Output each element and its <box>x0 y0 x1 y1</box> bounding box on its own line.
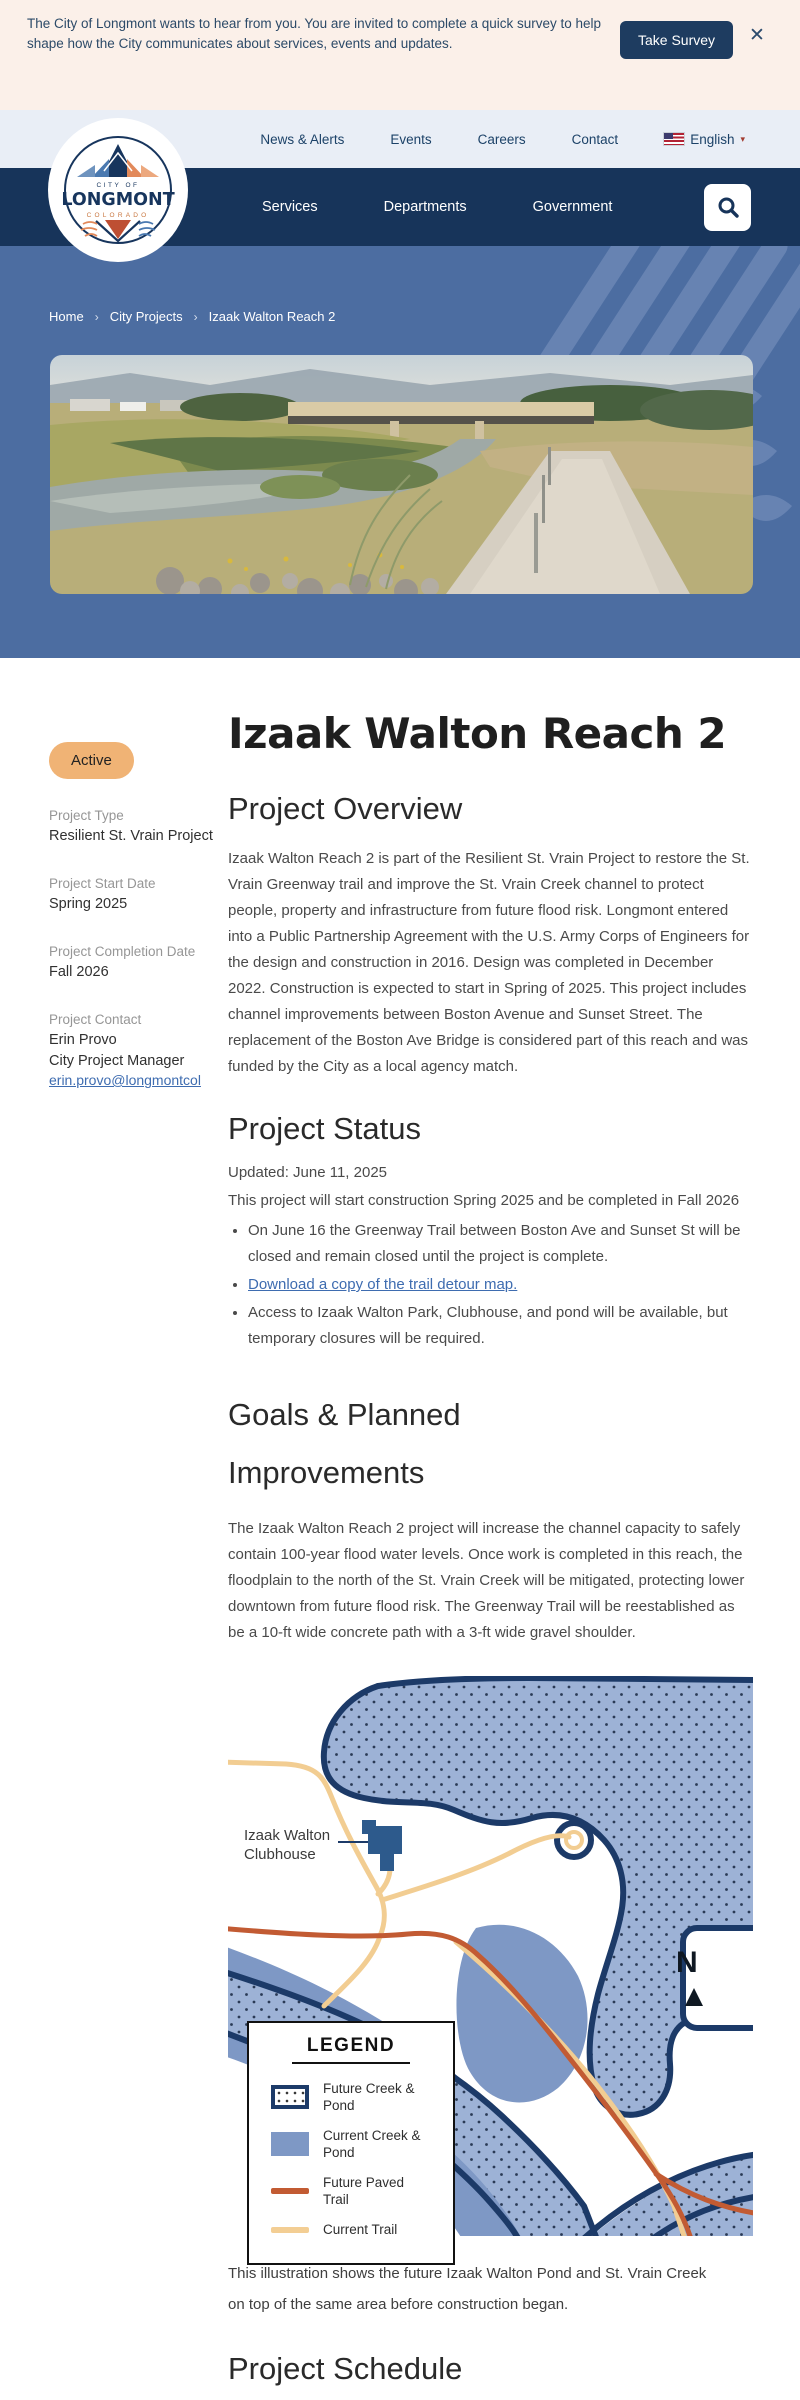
map-caption <box>228 2258 800 2320</box>
nav-news-alerts[interactable]: News & Alerts <box>260 131 345 147</box>
legend-swatch-future-creek <box>271 2085 309 2109</box>
status-heading: Project Status <box>228 1111 421 1146</box>
breadcrumb <box>49 309 335 324</box>
field-value: Resilient St. Vrain Project <box>49 828 213 844</box>
detour-map-link[interactable]: Download a copy of the trail detour map. <box>248 1276 518 1293</box>
sidebar-field-start-date <box>49 874 221 915</box>
north-label: N <box>676 1946 698 1979</box>
status-badge: Active <box>49 742 134 779</box>
status-bullet: • On June 16 the Greenway Trail between Boston Ave and Sunset St will be closed and remain closed until the project is complete. <box>248 1218 753 1270</box>
legend-swatch-current-trail <box>271 2227 309 2233</box>
overview-body: Izaak Walton Reach 2 is part of the Resilient St. Vrain Project to restore the St. Vrain Greenway trail and improve the St. Vrain Creek channel to protect people, property and infrastructure from future flood risk. Longmont entered into a Public Partnership Agreement with the U.S. Army Corps of Engineers for the design and construction in 2016. Design was completed in December 2022. Construction is expected to start in Spring of 2025. This project includes channel improvements between Boston Avenue and Sunset Street. The replacement of the Boston Ave Bridge is considered part of this reach and was funded by the City as a local agency match. <box>228 850 750 1075</box>
field-label: Project Type <box>49 808 124 823</box>
project-map-illustration <box>228 1676 753 2236</box>
creek-photo-illustration <box>50 355 753 594</box>
goals-heading: Goals & Planned Improvements <box>228 1397 461 1490</box>
legend-item-current-creek <box>271 2127 453 2161</box>
status-bullet <box>248 1272 753 1298</box>
field-label: Project Start Date <box>49 876 156 891</box>
logo-city-of: CITY OF <box>96 182 140 189</box>
schedule-heading: Project Schedule <box>228 2351 463 2386</box>
contact-name: Erin Provo <box>49 1032 117 1048</box>
language-selector[interactable] <box>664 132 745 147</box>
logo-name: LONGMONT <box>61 190 175 210</box>
legend-label: Future Paved Trail <box>323 2175 405 2207</box>
hero-photo <box>50 355 753 594</box>
legend-item-future-paved-trail <box>271 2174 453 2208</box>
legend-item-current-trail <box>271 2221 453 2238</box>
status-intro: This project will start construction Spring 2025 and be completed in Fall 2026 <box>228 1192 740 1209</box>
language-label: English <box>690 131 735 147</box>
status-bullet-list <box>228 1218 753 1352</box>
clubhouse-label <box>244 1826 344 1864</box>
nav-services[interactable]: Services <box>262 199 318 215</box>
map-caption-line1: This illustration shows the future Izaak Walton Pond and St. Vrain Creek <box>228 2265 707 2282</box>
us-flag-icon <box>664 133 684 145</box>
breadcrumb-home[interactable]: Home <box>49 309 84 324</box>
legend-label: Current Creek & Pond <box>323 2128 421 2160</box>
project-sidebar <box>49 658 221 1088</box>
hero-band <box>0 246 800 658</box>
survey-banner <box>0 0 800 110</box>
contact-email-link[interactable]: erin.provo@longmontcol <box>49 1072 201 1088</box>
nav-careers[interactable]: Careers <box>477 131 526 147</box>
breadcrumb-city-projects[interactable]: City Projects <box>109 309 183 324</box>
status-updated: Updated: June 11, 2025 <box>228 1164 388 1181</box>
breadcrumb-separator: › <box>193 309 198 324</box>
breadcrumb-current: Izaak Walton Reach 2 <box>208 309 336 324</box>
chevron-down-icon: ▾ <box>740 133 745 144</box>
status-bullet: • Access to Izaak Walton Park, Clubhouse, and pond will be available, but temporary closures will be required. <box>248 1300 753 1352</box>
legend-title: LEGEND <box>306 2035 396 2056</box>
field-label: Project Contact <box>49 1012 142 1027</box>
nav-contact[interactable]: Contact <box>571 131 619 147</box>
nav-departments[interactable]: Departments <box>383 199 467 215</box>
page-title: Izaak Walton Reach 2 <box>228 709 727 758</box>
take-survey-button[interactable]: Take Survey <box>620 21 733 59</box>
breadcrumb-separator: › <box>94 309 99 324</box>
longmont-logo[interactable] <box>47 117 189 263</box>
logo-colorado: COLORADO <box>86 212 150 219</box>
clubhouse-label-line1: Izaak Walton <box>244 1827 331 1844</box>
main-column <box>228 658 800 2392</box>
nav-government[interactable]: Government <box>532 199 613 215</box>
sidebar-field-project-type <box>49 806 221 847</box>
field-label: Project Completion Date <box>49 944 196 959</box>
legend-swatch-future-paved-trail <box>271 2188 309 2194</box>
sidebar-contact <box>49 1010 221 1088</box>
field-value: Fall 2026 <box>49 964 109 980</box>
sidebar-field-completion-date <box>49 942 221 983</box>
clubhouse-label-line2: Clubhouse <box>244 1846 316 1863</box>
contact-title: City Project Manager <box>49 1053 185 1069</box>
content <box>0 658 800 2392</box>
legend-swatch-current-creek <box>271 2132 309 2156</box>
goals-body: The Izaak Walton Reach 2 project will increase the channel capacity to safely contain 100-year flood water levels. Once work is completed in this reach, the floodplain to the north of the St. Vrain Creek will be mitigated, protecting lower downtown from future flood risk. The Greenway Trail will be reestablished as be a 10-ft wide concrete path with a 3-ft wide gravel shoulder. <box>228 1520 745 1641</box>
legend-rule <box>292 2062 410 2064</box>
map-caption-line2: on top of the same area before construction began. <box>228 2296 569 2313</box>
north-arrow-icon <box>685 1988 703 2006</box>
field-value: Spring 2025 <box>49 896 128 912</box>
map-legend <box>247 2021 455 2265</box>
survey-banner-text: The City of Longmont wants to hear from you. You are invited to complete a quick survey to help shape how the City communicates about services, events and updates. <box>27 16 602 51</box>
nav-events[interactable]: Events <box>390 131 432 147</box>
overview-heading: Project Overview <box>228 791 463 826</box>
search-button[interactable] <box>704 184 751 231</box>
close-icon[interactable]: ✕ <box>749 25 765 46</box>
legend-label: Current Trail <box>323 2222 398 2237</box>
search-icon <box>716 195 740 219</box>
legend-item-future-creek <box>271 2080 453 2114</box>
legend-label: Future Creek & Pond <box>323 2081 415 2113</box>
